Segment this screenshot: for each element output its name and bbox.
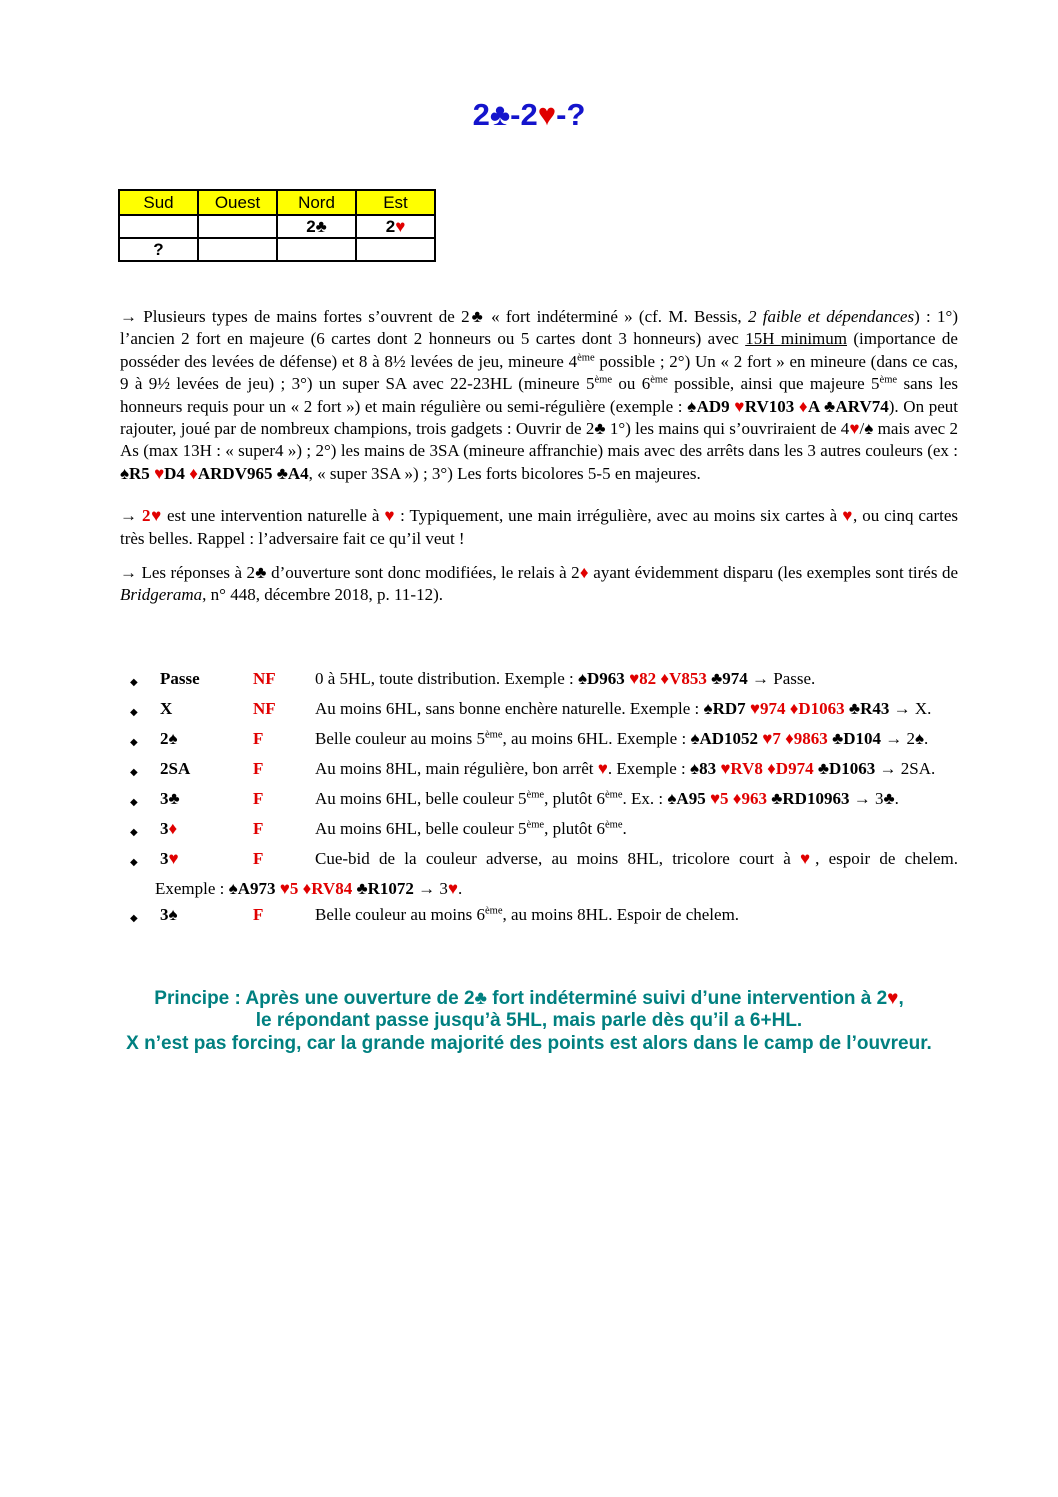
bullet-icon: ◆ [130, 767, 138, 778]
table-cell-nord-1: 2♣ [277, 215, 356, 238]
table-cell-est-1: 2♥ [356, 215, 435, 238]
response-forcing: F [253, 849, 264, 868]
response-continuation: Exemple : ♠A973 ♥5 ♦RV84 ♣R1072 → 3♥. [155, 879, 463, 898]
table-header-est: Est [356, 190, 435, 215]
response-bid: 3♠ [160, 905, 178, 924]
response-description: Belle couleur au moins 6ème, au moins 8HL. Espoir de chelem. [315, 905, 740, 924]
bullet-icon: ◆ [130, 827, 138, 838]
bullet-icon: ◆ [130, 707, 138, 718]
response-bid: 3♣ [160, 789, 180, 808]
response-row-x [130, 698, 958, 724]
table-row [119, 238, 435, 261]
response-bid: Passe [160, 669, 200, 688]
principle-line-1: Principe : Après une ouverture de 2♣ fort indéterminé suivi d’une intervention à 2♥, [154, 988, 904, 1009]
table-header-sud: Sud [119, 190, 198, 215]
response-description: Au moins 6HL, belle couleur 5ème, plutôt 6ème. Ex. : ♠A95 ♥5 ♦963 ♣RD10963 → 3♣. [315, 789, 899, 808]
table-cell-sud-1 [119, 215, 198, 238]
table-header-nord: Nord [277, 190, 356, 215]
response-forcing: F [253, 819, 264, 838]
table-cell-ouest-2 [198, 238, 277, 261]
response-description: Au moins 6HL, belle couleur 5ème, plutôt 6ème. [315, 819, 627, 838]
paragraph-strong-openings: → Plusieurs types de mains fortes s’ouvrent de 2♣ « fort indéterminé » (cf. M. Bessis, 2 faible et dépendances) : 1°) l’ancien 2 fort en majeure (6 cartes dont 2 honneurs ou 5 cartes dont 3 honneurs) avec 15H minimum (importance de posséder des levées de défense) et 8 à 8½ levées de jeu, mineure 4ème possible ; 2°) Un « 2 fort » en mineure (dans ce cas, 9 à 9½ levées de jeu) ; 3°) un super SA avec 22-23HL (mineure 5ème ou 6ème possible, ainsi que majeure 5ème sans les honneurs requis pour un « 2 fort ») et main régulière ou semi-régulière (exemple : ♠AD9 ♥RV103 ♦A ♣ARV74). On peut rajouter, joué par de nombreux champions, trois gadgets : Ouvrir de 2♣ 1°) les mains qui s’ouvriraient de 4♥/♠ mais avec 2 As (max 13H : « super4 ») ; 2°) les mains de 3SA (mineure affranchie) mais avec des arrêts dans les 3 autres couleurs (ex : ♠R5 ♥D4 ♦ARDV965 ♣A4, « super 3SA ») ; 3°) Les forts bicolores 5-5 en majeures. [120, 307, 959, 483]
bidding-table [118, 189, 436, 262]
bullet-icon: ◆ [130, 677, 138, 688]
bullet-icon: ◆ [130, 857, 138, 868]
page-title: 2♣-2♥-? [472, 97, 586, 132]
principle-line-3: X n’est pas forcing, car la grande majorité des points est alors dans le camp de l’ouvreur. [126, 1032, 932, 1054]
body-text [120, 306, 958, 607]
response-description: 0 à 5HL, toute distribution. Exemple : ♠D963 ♥82 ♦V853 ♣974 → Passe. [315, 669, 816, 688]
response-row-3s [130, 904, 958, 930]
bidding-table-header-row [119, 190, 435, 215]
bullet-icon: ◆ [130, 797, 138, 808]
paragraph-responses-intro: → Les réponses à 2♣ d’ouverture sont donc modifiées, le relais à 2♦ ayant évidemment disparu (les exemples sont tirés de Bridgerama, n° 448, décembre 2018, p. 11-12). [120, 563, 958, 605]
response-forcing: NF [253, 699, 276, 718]
response-forcing: F [253, 789, 264, 808]
response-forcing: F [253, 759, 264, 778]
response-row-3c [130, 788, 958, 814]
principle-line-2: le répondant passe jusqu’à 5HL, mais parle dès qu’il a 6+HL. [255, 1010, 803, 1032]
table-cell-sud-2: ? [119, 238, 198, 261]
response-bid: 2SA [160, 759, 191, 778]
response-forcing: NF [253, 669, 276, 688]
response-description: Cue-bid de la couleur adverse, au moins 8HL, tricolore court à ♥, espoir de chelem. [315, 849, 959, 868]
response-forcing: F [253, 729, 264, 748]
bullet-icon: ◆ [130, 913, 138, 924]
response-description: Au moins 8HL, main régulière, bon arrêt ♥. Exemple : ♠83 ♥RV8 ♦D974 ♣D1063 → 2SA. [315, 759, 936, 778]
response-row-2sa [130, 758, 958, 784]
response-row-passe [130, 668, 958, 694]
responses-list [130, 668, 958, 934]
table-cell-ouest-1 [198, 215, 277, 238]
response-row-3d [130, 818, 958, 844]
response-forcing: F [253, 905, 264, 924]
response-row-3h [130, 848, 958, 874]
table-header-ouest: Ouest [198, 190, 277, 215]
response-bid: 2♠ [160, 729, 178, 748]
response-bid: 3♦ [160, 819, 178, 838]
response-bid: X [160, 699, 173, 718]
response-bid: 3♥ [160, 849, 179, 868]
principle-note [0, 988, 1058, 1055]
table-cell-est-2 [356, 238, 435, 261]
response-row-2s [130, 728, 958, 754]
table-row [119, 215, 435, 238]
table-cell-nord-2 [277, 238, 356, 261]
response-description: Au moins 6HL, sans bonne enchère naturelle. Exemple : ♠RD7 ♥974 ♦D1063 ♣R43 → X. [315, 699, 932, 718]
response-description: Belle couleur au moins 5ème, au moins 6HL. Exemple : ♠AD1052 ♥7 ♦9863 ♣D104 → 2♠. [315, 729, 929, 748]
bullet-icon: ◆ [130, 737, 138, 748]
paragraph-intervention: → 2♥ est une intervention naturelle à ♥ : Typiquement, une main irrégulière, avec au moins six cartes à ♥, ou cinq cartes très belles. Rappel : l’adversaire fait ce qu’il veut ! [120, 506, 959, 548]
